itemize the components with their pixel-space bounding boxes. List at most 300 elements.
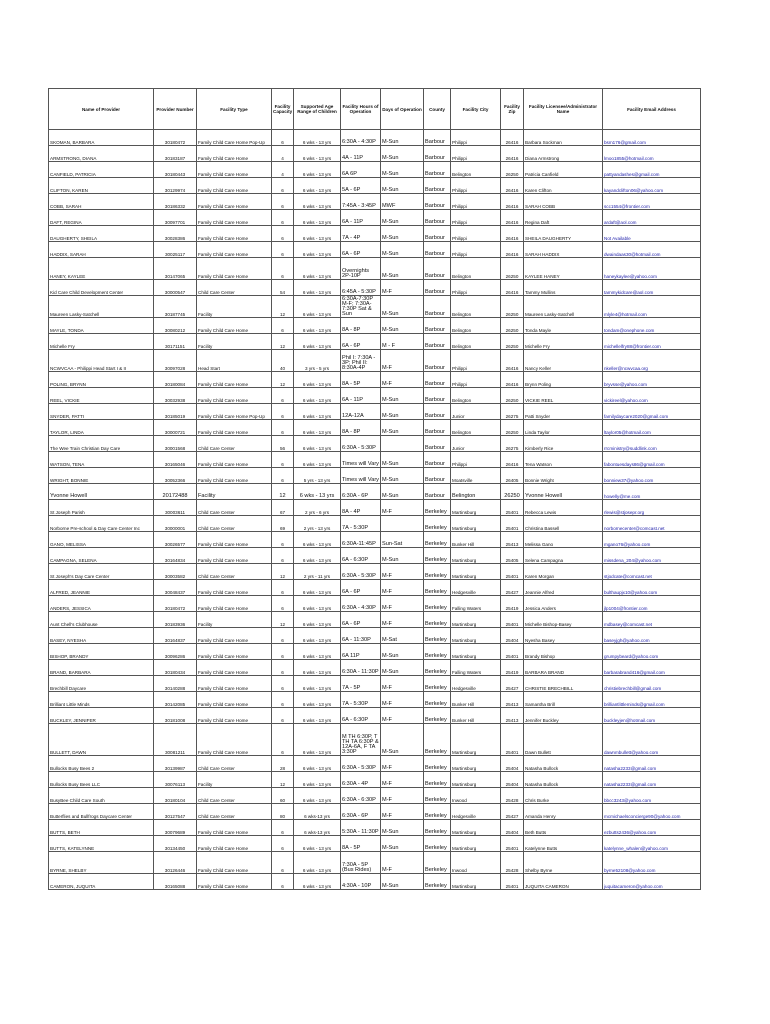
email-cell[interactable]: bulthaupjx10@yahoo.com (603, 580, 701, 596)
table-row (49, 350, 701, 372)
administrator-cell: Beth Butts (524, 820, 603, 836)
city-cell: Philippi (451, 194, 501, 210)
administrator-cell: Michelle Fry (524, 334, 603, 350)
capacity-cell: 6 (272, 724, 294, 756)
email-cell[interactable]: lmoo1855@hotmail.com (603, 146, 701, 162)
hours-cell: 8A - 8P (341, 420, 381, 436)
email-cell[interactable]: Not Available (603, 226, 701, 242)
facility-type-cell: Family Child Care Home (197, 820, 272, 836)
email-cell[interactable]: juquitacameron@yahoo.com (603, 874, 701, 890)
county-cell: Barbour (424, 468, 451, 484)
zip-cell: 26250 (501, 388, 524, 404)
email-cell[interactable]: grumpybeard@yahoo.com (603, 644, 701, 660)
header-city: Facility City (451, 89, 501, 130)
zip-cell: 26250 (501, 334, 524, 350)
capacity-cell: 6 (272, 852, 294, 874)
city-cell: Falling Waters (451, 596, 501, 612)
city-cell: Philippi (451, 146, 501, 162)
capacity-cell: 12 (272, 612, 294, 628)
provider-name-cell: Bullocks Busy Bees 2 (49, 756, 154, 772)
table-row (49, 548, 701, 564)
city-cell: Inwood (451, 852, 501, 874)
age-range-cell: 6 wks - 13 yrs (294, 226, 341, 242)
facility-type-cell: Family Child Care Home (197, 724, 272, 756)
provider-name-cell: BASEY, NYESHA (49, 628, 154, 644)
provider-number-cell: 30000721 (154, 420, 197, 436)
age-range-cell: 6 wks - 13 yrs (294, 404, 341, 420)
provider-number-cell: 30048437 (154, 580, 197, 596)
email-cell[interactable]: norbornecenter@comcast.net (603, 516, 701, 532)
header-name: Name of Provider (49, 89, 154, 130)
hours-cell: 6A - 6P (341, 580, 381, 596)
facility-type-cell: Family Child Care Home (197, 708, 272, 724)
facility-type-cell: Facility (197, 334, 272, 350)
county-cell: Barbour (424, 484, 451, 500)
capacity-cell: 12 (272, 372, 294, 388)
administrator-cell: SARAH COBB (524, 194, 603, 210)
provider-name-cell: Yvonne Howell (49, 484, 154, 500)
county-cell: Berkeley (424, 532, 451, 548)
city-cell: Philippi (451, 280, 501, 296)
capacity-cell: 12 (272, 484, 294, 500)
facility-type-cell: Family Child Care Home (197, 178, 272, 194)
table-row (49, 468, 701, 484)
days-cell: M-F (381, 692, 424, 708)
capacity-cell: 6 (272, 258, 294, 280)
hours-cell: M TH 6:30P, T TH TA 6:30P & 12A-6A, F TA 3:30P (341, 724, 381, 756)
provider-spreadsheet (48, 88, 700, 890)
email-cell[interactable]: mdbasey@comcast.net (603, 612, 701, 628)
provider-name-cell: DAUGHERTY, SHEILA (49, 226, 154, 242)
days-cell: M-Sun (381, 258, 424, 280)
capacity-cell: 6 (272, 194, 294, 210)
zip-cell: 25401 (501, 564, 524, 580)
county-cell: Barbour (424, 334, 451, 350)
table-row (49, 532, 701, 548)
provider-name-cell: BYRNE, SHELBY (49, 852, 154, 874)
provider-number-cell: 20172488 (154, 484, 197, 500)
provider-number-cell: 30080212 (154, 318, 197, 334)
provider-name-cell: POLING, BRYNN (49, 372, 154, 388)
provider-table (48, 88, 701, 890)
provider-name-cell: Butterflies and Bullfrogs Daycare Center (49, 804, 154, 820)
zip-cell: 25427 (501, 580, 524, 596)
city-cell: Philippi (451, 372, 501, 388)
capacity-cell: 60 (272, 788, 294, 804)
city-cell: Martinsburg (451, 724, 501, 756)
facility-type-cell: Family Child Care Home (197, 194, 272, 210)
header-admin: Facility Licensee/Administrator Name (524, 89, 603, 130)
email-cell[interactable]: mlyle4@hotmail.com (603, 296, 701, 318)
county-cell: Barbour (424, 388, 451, 404)
days-cell: M-Sun (381, 130, 424, 146)
email-cell[interactable]: bryvsse@yahoo.com (603, 372, 701, 388)
zip-cell: 26250 (501, 420, 524, 436)
city-cell: Philippi (451, 130, 501, 146)
hours-cell: 6:30A - 5:30P (341, 756, 381, 772)
zip-cell: 25419 (501, 660, 524, 676)
email-cell[interactable]: ardaft@aol.com (603, 210, 701, 226)
table-row (49, 628, 701, 644)
email-cell[interactable]: mgano76@yahoo.com (603, 532, 701, 548)
hours-cell: 6A - 6:30P (341, 548, 381, 564)
provider-number-cell: 30181008 (154, 708, 197, 724)
provider-name-cell: Bullocks Busy Bees LLC (49, 772, 154, 788)
zip-cell: 25413 (501, 532, 524, 548)
provider-number-cell: 30134450 (154, 836, 197, 852)
facility-type-cell: Family Child Care Home (197, 372, 272, 388)
provider-number-cell: 30079689 (154, 820, 197, 836)
administrator-cell: Tammy Mullins (524, 280, 603, 296)
administrator-cell: Jennifer Buckley (524, 708, 603, 724)
zip-cell: 26416 (501, 280, 524, 296)
capacity-cell: 6 (272, 452, 294, 468)
hours-cell: Phil I: 7:30A - 3P; Phil II: 8:30A-4P (341, 350, 381, 372)
facility-type-cell: Family Child Care Home (197, 596, 272, 612)
zip-cell: 25404 (501, 820, 524, 836)
provider-number-cell: 30000001 (154, 516, 197, 532)
city-cell: Martinsburg (451, 836, 501, 852)
capacity-cell: 56 (272, 436, 294, 452)
facility-type-cell: Family Child Care Home (197, 532, 272, 548)
county-cell: Barbour (424, 178, 451, 194)
capacity-cell: 6 (272, 226, 294, 242)
zip-cell: 26416 (501, 194, 524, 210)
age-range-cell: 6 wks - 13 yrs (294, 436, 341, 452)
email-cell[interactable]: dwaindaas30@hotmail.com (603, 242, 701, 258)
email-cell[interactable]: jlp1004@frontier.com (603, 596, 701, 612)
county-cell: Berkeley (424, 660, 451, 676)
provider-name-cell: ARMSTRONG, DIANA (49, 146, 154, 162)
email-cell[interactable]: mcmichaelsconcierge90@yahoo.com (603, 804, 701, 820)
email-cell[interactable]: bbcc3243@yahoo.com (603, 788, 701, 804)
table-row (49, 296, 701, 318)
administrator-cell: CHRISTIE BRECHBILL (524, 676, 603, 692)
city-cell: Philippi (451, 242, 501, 258)
hours-cell: 6A - 6P (341, 242, 381, 258)
email-cell[interactable]: michellelfry88@frontier.com (603, 334, 701, 350)
email-cell[interactable]: baseyjgh@yahoo.com (603, 628, 701, 644)
email-cell[interactable]: buckleyjen@hotmail.com (603, 708, 701, 724)
county-cell: Berkeley (424, 804, 451, 820)
city-cell: Hedgesville (451, 804, 501, 820)
email-cell[interactable]: pattyandashes@gmail.com (603, 162, 701, 178)
administrator-cell: Karen Clifton (524, 178, 603, 194)
zip-cell: 25404 (501, 628, 524, 644)
days-cell: M-Sun (381, 296, 424, 318)
hours-cell: Times will Vary (341, 452, 381, 468)
email-cell[interactable]: bsm176@gmail.com (603, 130, 701, 146)
email-cell[interactable]: brilliantlittleminds@gmail.com (603, 692, 701, 708)
age-range-cell: 6 wks - 13 yrs (294, 874, 341, 890)
email-cell[interactable]: christiebrechbill@gmail.com (603, 676, 701, 692)
hours-cell: 6:30A - 6P (341, 484, 381, 500)
age-range-cell: 6 wks - 13 yrs (294, 724, 341, 756)
provider-number-cell: 30187745 (154, 296, 197, 318)
email-cell[interactable]: tondam@onephone.com (603, 318, 701, 334)
administrator-cell: Samantha Brill (524, 692, 603, 708)
city-cell: Martinsburg (451, 644, 501, 660)
county-cell: Berkeley (424, 756, 451, 772)
hours-cell: 4A - 11P (341, 146, 381, 162)
city-cell: Belington (451, 334, 501, 350)
provider-number-cell: 30001568 (154, 436, 197, 452)
email-cell[interactable]: natasha2233@gmail.com (603, 772, 701, 788)
facility-type-cell: Family Child Care Home (197, 852, 272, 874)
provider-name-cell: HANEY, KAYLEE (49, 258, 154, 280)
email-cell[interactable]: nkeller@ncwvcaa.org (603, 350, 701, 372)
administrator-cell: Christina Bassell (524, 516, 603, 532)
zip-cell: 26250 (501, 296, 524, 318)
age-range-cell: 6 wks - 13 yrs (294, 852, 341, 874)
table-row (49, 874, 701, 890)
table-row (49, 146, 701, 162)
capacity-cell: 6 (272, 644, 294, 660)
facility-type-cell: Child Care Center (197, 804, 272, 820)
provider-name-cell: Kid Care Child Development Center (49, 280, 154, 296)
email-cell[interactable]: bonniew37@yahoo.com (603, 468, 701, 484)
days-cell: M-F (381, 788, 424, 804)
administrator-cell: Diana Armstrong (524, 146, 603, 162)
age-range-cell: 6 wks - 13 yrs (294, 836, 341, 852)
provider-name-cell: Norborne Pre-school & Day Care Center Inc (49, 516, 154, 532)
days-cell: M-Sun (381, 836, 424, 852)
county-cell: Berkeley (424, 820, 451, 836)
county-cell: Barbour (424, 146, 451, 162)
capacity-cell: 6 (272, 388, 294, 404)
county-cell: Berkeley (424, 580, 451, 596)
age-range-cell: 6 wks - 13 yrs (294, 258, 341, 280)
zip-cell: 26416 (501, 146, 524, 162)
days-cell: M-Sun (381, 452, 424, 468)
county-cell: Barbour (424, 296, 451, 318)
provider-name-cell: BISHOP, BRANDY (49, 644, 154, 660)
header-hours: Facility Hours of Operation (341, 89, 381, 130)
table-row (49, 420, 701, 436)
city-cell: Hedgesville (451, 676, 501, 692)
provider-number-cell: 30165088 (154, 874, 197, 890)
table-row (49, 258, 701, 280)
administrator-cell: Linda Taylor (524, 420, 603, 436)
email-cell[interactable]: kayandclifton06@yahoo.com (603, 178, 701, 194)
administrator-cell: Brynn Poling (524, 372, 603, 388)
email-cell[interactable]: byrne52108@yahoo.com (603, 852, 701, 874)
email-cell[interactable]: scc1554@frontier.com (603, 194, 701, 210)
county-cell: Berkeley (424, 874, 451, 890)
county-cell: Barbour (424, 280, 451, 296)
facility-type-cell: Head Start (197, 350, 272, 372)
provider-number-cell: 30164834 (154, 548, 197, 564)
county-cell: Berkeley (424, 644, 451, 660)
email-cell[interactable]: dawnmbullett@yahoo.com (603, 724, 701, 756)
age-range-cell: 2 yrs - 11 yrs (294, 564, 341, 580)
capacity-cell: 6 (272, 874, 294, 890)
provider-number-cell: 30180084 (154, 372, 197, 388)
capacity-cell: 6 (272, 708, 294, 724)
capacity-cell: 12 (272, 564, 294, 580)
email-cell[interactable]: rlewis@stjosepr.org (603, 500, 701, 516)
provider-name-cell: BUCKLEY, JENNIFER (49, 708, 154, 724)
provider-number-cell: 30180434 (154, 660, 197, 676)
capacity-cell: 6 (272, 130, 294, 146)
city-cell: Martinsburg (451, 628, 501, 644)
hours-cell: 6A 11P (341, 644, 381, 660)
zip-cell: 25401 (501, 612, 524, 628)
zip-cell: 26416 (501, 350, 524, 372)
provider-name-cell: BULLETT, DAWN (49, 724, 154, 756)
capacity-cell: 12 (272, 296, 294, 318)
email-cell[interactable]: familydaycare2020@gmail.com (603, 404, 701, 420)
capacity-cell: 6 (272, 242, 294, 258)
hours-cell: Times will Vary (341, 468, 381, 484)
capacity-cell: 6 (272, 532, 294, 548)
administrator-cell: Patti Snyder (524, 404, 603, 420)
facility-type-cell: Family Child Care Home (197, 242, 272, 258)
county-cell: Barbour (424, 210, 451, 226)
hours-cell: 6A - 11:30P (341, 628, 381, 644)
city-cell: Belington (451, 388, 501, 404)
days-cell: M-F (381, 372, 424, 388)
age-range-cell: 6 wks - 13 yrs (294, 388, 341, 404)
capacity-cell: 6 (272, 836, 294, 852)
city-cell: Belington (451, 258, 501, 280)
facility-type-cell: Child Care Center (197, 756, 272, 772)
provider-number-cell: 30028386 (154, 226, 197, 242)
days-cell: M-F (381, 756, 424, 772)
age-range-cell: 6 wks-13 yrs (294, 820, 341, 836)
county-cell: Barbour (424, 436, 451, 452)
email-cell[interactable]: stjodcate@comcast.net (603, 564, 701, 580)
facility-type-cell: Facility (197, 484, 272, 500)
days-cell: M-F (381, 564, 424, 580)
days-cell: M-F (381, 852, 424, 874)
provider-number-cell: 30186332 (154, 194, 197, 210)
email-cell[interactable]: howelly@me.com (603, 484, 701, 500)
age-range-cell: 2 yrs - 6 yrs (294, 500, 341, 516)
county-cell: Barbour (424, 258, 451, 280)
days-cell: M-Sun (381, 404, 424, 420)
administrator-cell: Bonnie Wright (524, 468, 603, 484)
administrator-cell: Rebecca Lewis (524, 500, 603, 516)
zip-cell: 26416 (501, 242, 524, 258)
email-cell[interactable]: barbarabrand416@gmail.com (603, 660, 701, 676)
city-cell: Falling Waters (451, 660, 501, 676)
provider-number-cell: 30147065 (154, 258, 197, 280)
provider-name-cell: DAFT, REGINA (49, 210, 154, 226)
email-cell[interactable]: natasha2233@gmail.com (603, 756, 701, 772)
facility-type-cell: Family Child Care Home (197, 318, 272, 334)
table-row (49, 162, 701, 178)
provider-number-cell: 30026577 (154, 532, 197, 548)
provider-number-cell: 30025117 (154, 242, 197, 258)
header-ages: Supported Age Range of Children (294, 89, 341, 130)
provider-name-cell: GANO, MELISSA (49, 532, 154, 548)
provider-number-cell: 30171151 (154, 334, 197, 350)
days-cell: M-Sun (381, 388, 424, 404)
administrator-cell: Dawn Bullett (524, 724, 603, 756)
provider-name-cell: SNYDER, PATTI (49, 404, 154, 420)
provider-number-cell: 30180472 (154, 130, 197, 146)
provider-number-cell: 30139987 (154, 756, 197, 772)
age-range-cell: 6 wks - 13 yrs (294, 628, 341, 644)
facility-type-cell: Family Child Care Home (197, 676, 272, 692)
table-row (49, 436, 701, 452)
age-range-cell: 6 wks - 13 yrs (294, 676, 341, 692)
capacity-cell: 54 (272, 280, 294, 296)
table-row (49, 564, 701, 580)
provider-name-cell: TAYLOR, LINDA (49, 420, 154, 436)
city-cell: Belington (451, 318, 501, 334)
days-cell: M-Sun (381, 820, 424, 836)
age-range-cell: 6 wks - 13 yrs (294, 548, 341, 564)
administrator-cell: SARAH HADDIX (524, 242, 603, 258)
email-cell[interactable]: ltaylor05@hotmail.com (603, 420, 701, 436)
age-range-cell: 5 yrs - 13 yrs (294, 468, 341, 484)
county-cell: Berkeley (424, 724, 451, 756)
provider-name-cell: CLIFTON, KAREN (49, 178, 154, 194)
header-capacity: Facility Capacity (272, 89, 294, 130)
table-row (49, 580, 701, 596)
table-row (49, 226, 701, 242)
email-cell[interactable]: missdena_204@yahoo.com (603, 548, 701, 564)
days-cell: M-F (381, 708, 424, 724)
zip-cell: 26250 (501, 318, 524, 334)
hours-cell: 6A - 11P (341, 388, 381, 404)
hours-cell: Overnights 2P-10P (341, 258, 381, 280)
days-cell: M-Sat (381, 628, 424, 644)
zip-cell: 25401 (501, 874, 524, 890)
capacity-cell: 6 (272, 210, 294, 226)
administrator-cell: SHEILA DAUGHERTY (524, 226, 603, 242)
provider-number-cell: 30096286 (154, 644, 197, 660)
facility-type-cell: Family Child Care Home (197, 226, 272, 242)
city-cell: Belington (451, 296, 501, 318)
facility-type-cell: Child Care Center (197, 436, 272, 452)
header-type: Facility Type (197, 89, 272, 130)
email-cell[interactable]: vickireel@yahoo.com (603, 388, 701, 404)
email-cell[interactable]: rrcministry@suddlink.com (603, 436, 701, 452)
facility-type-cell: Family Child Care Home (197, 162, 272, 178)
email-cell[interactable]: tammykidcare@aol.com (603, 280, 701, 296)
age-range-cell: 6 wks - 13 yrs (294, 660, 341, 676)
administrator-cell: JUQUITA CAMERON (524, 874, 603, 890)
provider-name-cell: St Joseph Parish (49, 500, 154, 516)
capacity-cell: 12 (272, 772, 294, 788)
hours-cell: 6A - 6P (341, 612, 381, 628)
county-cell: Barbour (424, 452, 451, 468)
city-cell: Philippi (451, 226, 501, 242)
provider-name-cell: St Joseph's Day Care Center (49, 564, 154, 580)
email-cell[interactable]: haneykaylee@yahoo.com (603, 258, 701, 280)
provider-name-cell: BUTTS, BETH (49, 820, 154, 836)
administrator-cell: Karen Morgan (524, 564, 603, 580)
provider-number-cell: 30000547 (154, 280, 197, 296)
zip-cell: 25427 (501, 804, 524, 820)
email-cell[interactable]: ezbutts2436@yahoo.com (603, 820, 701, 836)
capacity-cell: 6 (272, 596, 294, 612)
email-cell[interactable]: katelynne_whalen@yahoo.com (603, 836, 701, 852)
county-cell: Berkeley (424, 772, 451, 788)
header-zip: Facility Zip (501, 89, 524, 130)
city-cell: Philippi (451, 210, 501, 226)
county-cell: Berkeley (424, 836, 451, 852)
city-cell: Junior (451, 436, 501, 452)
table-row (49, 692, 701, 708)
table-row (49, 836, 701, 852)
email-cell[interactable]: fabontuesdays86@gmail.com (603, 452, 701, 468)
city-cell: Junior (451, 404, 501, 420)
hours-cell: 6:30A - 4:30P (341, 130, 381, 146)
